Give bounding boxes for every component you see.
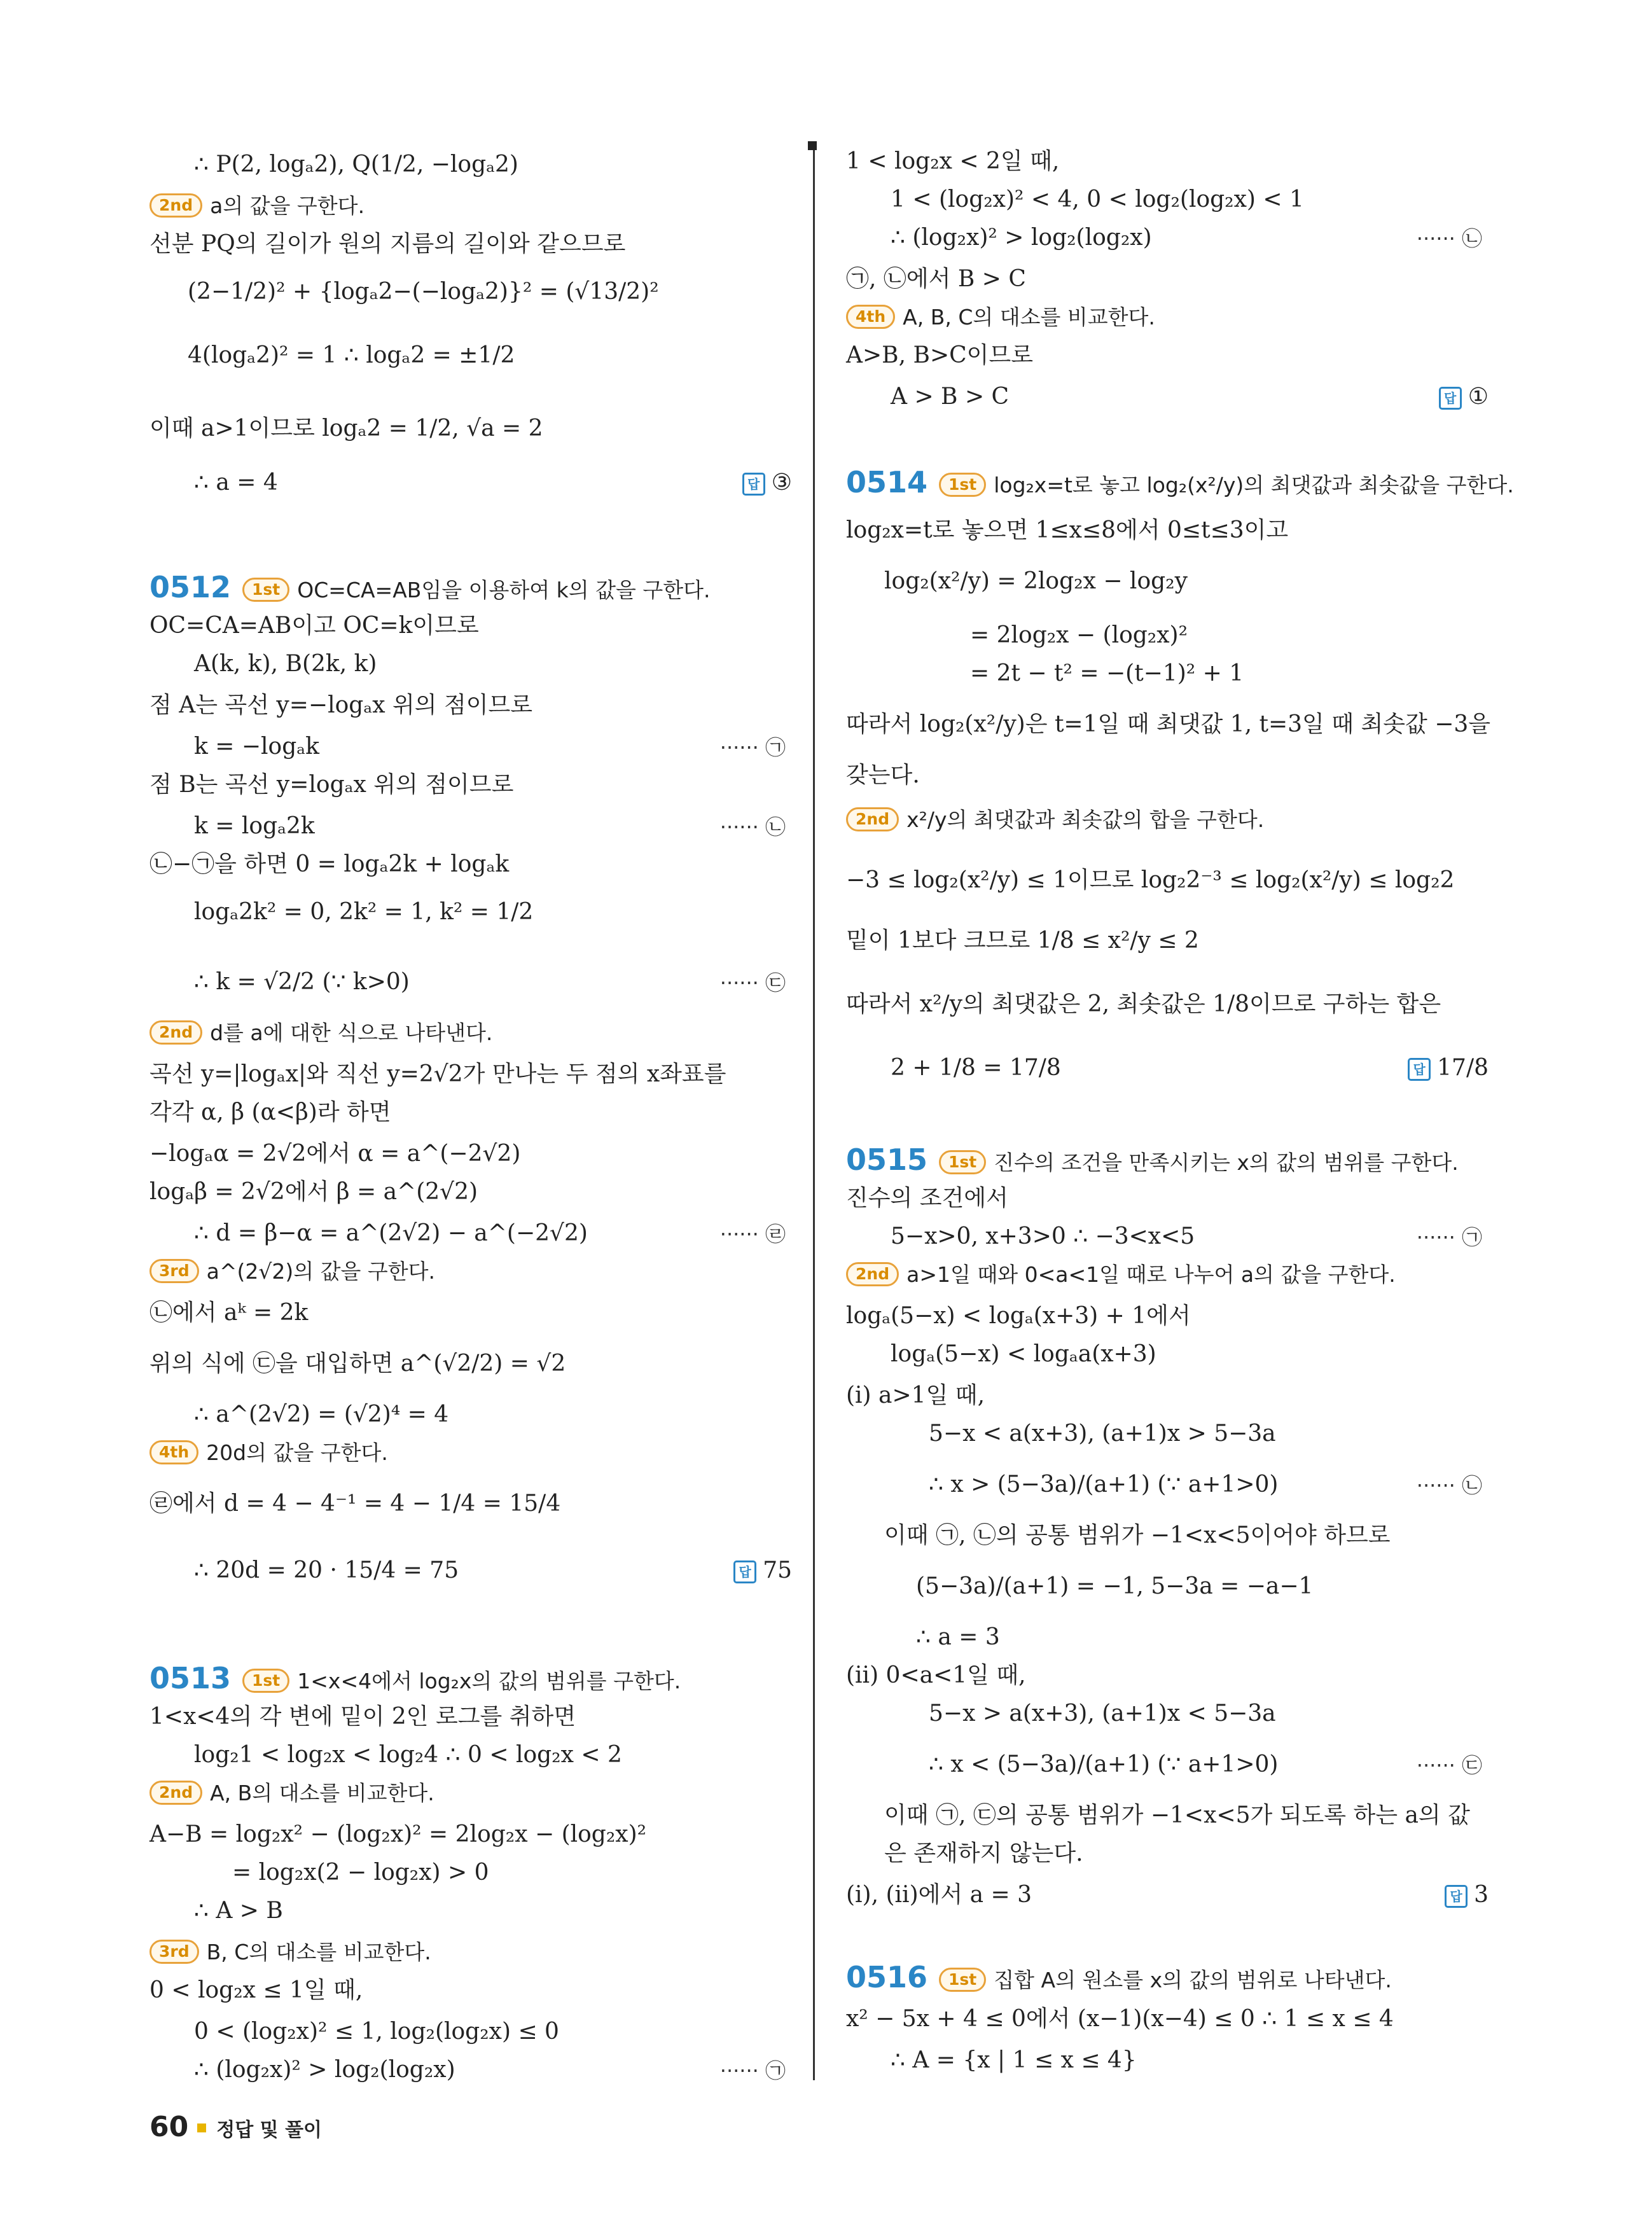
solution-line: ∴ a^(2√2) = (√2)⁴ = 4 — [194, 1401, 449, 1428]
step-badge: 1st — [939, 1968, 986, 1992]
solution-line: k = −logₐk — [194, 733, 319, 760]
solution-line: ㉡에서 aᵏ = 2k — [149, 1300, 309, 1326]
problem-number: 0512 — [149, 570, 232, 604]
step-badge: 1st — [939, 473, 986, 497]
solution-line: 2 + 1/8 = 17/8 — [891, 1055, 1061, 1081]
solution-line: 이때 a>1이므로 logₐ2 = 1/2, √a = 2 — [149, 415, 543, 441]
step-line: 2nd d를 a에 대한 식으로 나타낸다. — [149, 1018, 492, 1048]
equation-tag: ······ ㉠ — [719, 2059, 786, 2083]
solution-line: ㉡−㉠을 하면 0 = logₐ2k + logₐk — [149, 851, 510, 877]
equation-tag: ······ ㉡ — [1416, 1473, 1482, 1498]
solution-line: ∴ d = β−α = a^(2√2) − a^(−2√2) — [194, 1220, 588, 1246]
equation-tag: ······ ㉡ — [719, 815, 786, 839]
equation-tag: ······ ㉠ — [719, 735, 786, 760]
solution-line: log₂x=t로 놓으면 1≤x≤8에서 0≤t≤3이고 — [846, 517, 1289, 543]
solution-line: ∴ (log₂x)² > log₂(log₂x) — [891, 225, 1152, 251]
solution-line: 1 < (log₂x)² < 4, 0 < log₂(log₂x) < 1 — [891, 186, 1304, 212]
problem-number: 0514 — [846, 465, 928, 499]
answer-icon: 답 — [1445, 1885, 1468, 1908]
problem-header-0515: 0515 1st 진수의 조건을 만족시키는 x의 값의 범위를 구한다. — [846, 1143, 1459, 1177]
step-line: 2nd A, B의 대소를 비교한다. — [149, 1778, 434, 1809]
solution-line: 진수의 조건에서 — [846, 1185, 1008, 1211]
step-badge: 2nd — [149, 1781, 202, 1805]
solution-line: ∴ A = {x | 1 ≤ x ≤ 4} — [891, 2047, 1137, 2073]
solution-line: A > B > C — [891, 384, 1010, 410]
solution-line: A−B = log₂x² − (log₂x)² = 2log₂x − (log₂x)² — [149, 1821, 647, 1847]
solution-line: 0 < log₂x ≤ 1일 때, — [149, 1977, 363, 2003]
problem-header-0513: 0513 1st 1<x<4에서 log₂x의 값의 범위를 구한다. — [149, 1661, 681, 1695]
solution-line: −logₐα = 2√2에서 α = a^(−2√2) — [149, 1141, 521, 1167]
solution-line: 은 존재하지 않는다. — [884, 1840, 1083, 1866]
step-badge: 2nd — [149, 193, 202, 218]
column-divider — [813, 143, 815, 2080]
solution-line: 4(logₐ2)² = 1 ∴ logₐ2 = ±1/2 — [188, 342, 515, 368]
equation-tag: ······ ㉢ — [719, 971, 786, 995]
answer-icon: 답 — [1439, 387, 1462, 410]
solution-line: x² − 5x + 4 ≤ 0에서 (x−1)(x−4) ≤ 0 ∴ 1 ≤ x ≤ 4 — [846, 2006, 1394, 2032]
equation-tag: ······ ㉠ — [1416, 1225, 1482, 1249]
answer-mark: 답 75 — [733, 1555, 792, 1586]
equation-tag: ······ ㉡ — [1416, 226, 1482, 251]
solution-line: logₐβ = 2√2에서 β = a^(2√2) — [149, 1179, 478, 1205]
step-badge: 1st — [242, 578, 289, 602]
solution-line: ∴ x < (5−3a)/(a+1) (∵ a+1>0) — [929, 1751, 1279, 1777]
solution-line: logₐ2k² = 0, 2k² = 1, k² = 1/2 — [194, 899, 534, 925]
solution-line: 점 A는 곡선 y=−logₐx 위의 점이므로 — [149, 692, 533, 718]
solution-line: 5−x < a(x+3), (a+1)x > 5−3a — [929, 1421, 1276, 1447]
solution-line: A>B, B>C이므로 — [846, 342, 1033, 368]
solution-line: (i) a>1일 때, — [846, 1382, 985, 1408]
solution-line: 1<x<4의 각 변에 밑이 2인 로그를 취하면 — [149, 1704, 576, 1730]
solution-line: 따라서 log₂(x²/y)은 t=1일 때 최댓값 1, t=3일 때 최솟값 −3을 — [846, 711, 1491, 737]
answer-mark: 답 17/8 — [1408, 1053, 1489, 1083]
step-badge: 4th — [149, 1440, 198, 1464]
solution-line: k = logₐ2k — [194, 813, 315, 839]
step-line: 2nd x²/y의 최댓값과 최솟값의 합을 구한다. — [846, 805, 1264, 835]
solution-line: OC=CA=AB이고 OC=k이므로 — [149, 613, 479, 639]
solution-line: 선분 PQ의 길이가 원의 지름의 길이와 같으므로 — [149, 231, 626, 257]
step-badge: 2nd — [149, 1020, 202, 1045]
step-line: 3rd B, C의 대소를 비교한다. — [149, 1937, 431, 1968]
answer-icon: 답 — [733, 1560, 756, 1583]
step-badge: 4th — [846, 305, 895, 329]
solution-line: ∴ a = 3 — [916, 1624, 1000, 1650]
solution-line: 이때 ㉠, ㉢의 공통 범위가 −1<x<5가 되도록 하는 a의 값 — [884, 1802, 1470, 1828]
answer-mark: 답 ③ — [742, 468, 792, 498]
step-badge: 1st — [939, 1150, 986, 1174]
step-badge: 2nd — [846, 1262, 899, 1286]
solution-line: ∴ 20d = 20 · 15/4 = 75 — [194, 1557, 459, 1583]
solution-line: 밑이 1보다 크므로 1/8 ≤ x²/y ≤ 2 — [846, 928, 1199, 954]
footer-label: 정답 및 풀이 — [216, 2119, 323, 2141]
answer-icon: 답 — [742, 473, 765, 496]
step-badge: 3rd — [149, 1259, 199, 1283]
solution-line: (i), (ii)에서 a = 3 — [846, 1882, 1032, 1908]
problem-number: 0513 — [149, 1661, 232, 1695]
solution-line: = 2log₂x − (log₂x)² — [970, 622, 1188, 648]
answer-mark: 답 3 — [1445, 1880, 1489, 1910]
step-badge: 3rd — [149, 1940, 199, 1964]
problem-number: 0515 — [846, 1143, 928, 1177]
page-number: 60 — [149, 2111, 189, 2143]
solution-line: ∴ x > (5−3a)/(a+1) (∵ a+1>0) — [929, 1471, 1279, 1498]
solution-line: 5−x>0, x+3>0 ∴ −3<x<5 — [891, 1223, 1195, 1249]
problem-header-0512: 0512 1st OC=CA=AB임을 이용하여 k의 값을 구한다. — [149, 570, 711, 604]
solution-line: = log₂x(2 − log₂x) > 0 — [232, 1859, 489, 1886]
step-line: 2nd a의 값을 구한다. — [149, 191, 364, 221]
solution-line: ∴ P(2, logₐ2), Q(1/2, −logₐ2) — [194, 151, 518, 177]
step-line: 4th A, B, C의 대소를 비교한다. — [846, 302, 1155, 333]
page-footer — [149, 2111, 322, 2143]
solution-line: (ii) 0<a<1일 때, — [846, 1662, 1026, 1688]
answer-mark: 답 ① — [1439, 382, 1489, 412]
solution-line: A(k, k), B(2k, k) — [194, 651, 377, 677]
solution-line: (5−3a)/(a+1) = −1, 5−3a = −a−1 — [916, 1573, 1314, 1599]
problem-header-0514: 0514 1st log₂x=t로 놓고 log₂(x²/y)의 최댓값과 최솟값을 구한다. — [846, 465, 1514, 499]
problem-header-0516: 0516 1st 집합 A의 원소를 x의 값의 범위로 나타낸다. — [846, 1960, 1392, 1994]
equation-tag: ······ ㉢ — [1416, 1753, 1482, 1777]
step-badge: 2nd — [846, 807, 899, 831]
solution-line: ㉣에서 d = 4 − 4⁻¹ = 4 − 1/4 = 15/4 — [149, 1491, 561, 1517]
solution-line: ∴ a = 4 — [194, 469, 278, 496]
solution-line: 점 B는 곡선 y=logₐx 위의 점이므로 — [149, 772, 514, 798]
solution-line: (2−1/2)² + {logₐ2−(−logₐ2)}² = (√13/2)² — [188, 279, 659, 305]
solution-line: ∴ k = √2/2 (∵ k>0) — [194, 969, 410, 995]
solution-line: 1 < log₂x < 2일 때, — [846, 148, 1060, 174]
solution-line: 5−x > a(x+3), (a+1)x < 5−3a — [929, 1700, 1276, 1727]
solution-line: 이때 ㉠, ㉡의 공통 범위가 −1<x<5이어야 하므로 — [884, 1522, 1391, 1548]
step-line: 4th 20d의 값을 구한다. — [149, 1438, 388, 1468]
solution-line: 0 < (log₂x)² ≤ 1, log₂(log₂x) ≤ 0 — [194, 2019, 559, 2045]
problem-number: 0516 — [846, 1960, 928, 1994]
solution-line: −3 ≤ log₂(x²/y) ≤ 1이므로 log₂2⁻³ ≤ log₂(x²/y) ≤ log₂2 — [846, 867, 1455, 893]
equation-tag: ······ ㉣ — [719, 1222, 786, 1246]
solution-line: = 2t − t² = −(t−1)² + 1 — [970, 660, 1244, 686]
step-line: 3rd a^(2√2)의 값을 구한다. — [149, 1256, 435, 1287]
solution-line: logₐ(5−x) < logₐ(x+3) + 1에서 — [846, 1303, 1191, 1329]
solution-line: logₐ(5−x) < logₐa(x+3) — [891, 1341, 1156, 1367]
solution-line: 갖는다. — [846, 762, 920, 788]
step-badge: 1st — [242, 1669, 289, 1693]
solution-line: 위의 식에 ㉢을 대입하면 a^(√2/2) = √2 — [149, 1351, 566, 1377]
footer-square-icon — [197, 2123, 206, 2132]
solution-line: ∴ (log₂x)² > log₂(log₂x) — [194, 2057, 455, 2083]
column-divider-dot — [808, 141, 817, 150]
solution-line: log₂(x²/y) = 2log₂x − log₂y — [884, 568, 1188, 594]
answer-icon: 답 — [1408, 1058, 1431, 1081]
step-line: 2nd a>1일 때와 0<a<1일 때로 나누어 a의 값을 구한다. — [846, 1260, 1396, 1290]
solution-line: ㉠, ㉡에서 B > C — [846, 266, 1026, 292]
solution-line: ∴ A > B — [194, 1898, 283, 1924]
solution-line: log₂1 < log₂x < log₂4 ∴ 0 < log₂x < 2 — [194, 1742, 622, 1768]
solution-line: 따라서 x²/y의 최댓값은 2, 최솟값은 1/8이므로 구하는 합은 — [846, 991, 1441, 1017]
solution-line: 각각 α, β (α<β)라 하면 — [149, 1099, 391, 1125]
solution-line: 곡선 y=|logₐx|와 직선 y=2√2가 만나는 두 점의 x좌표를 — [149, 1061, 726, 1087]
